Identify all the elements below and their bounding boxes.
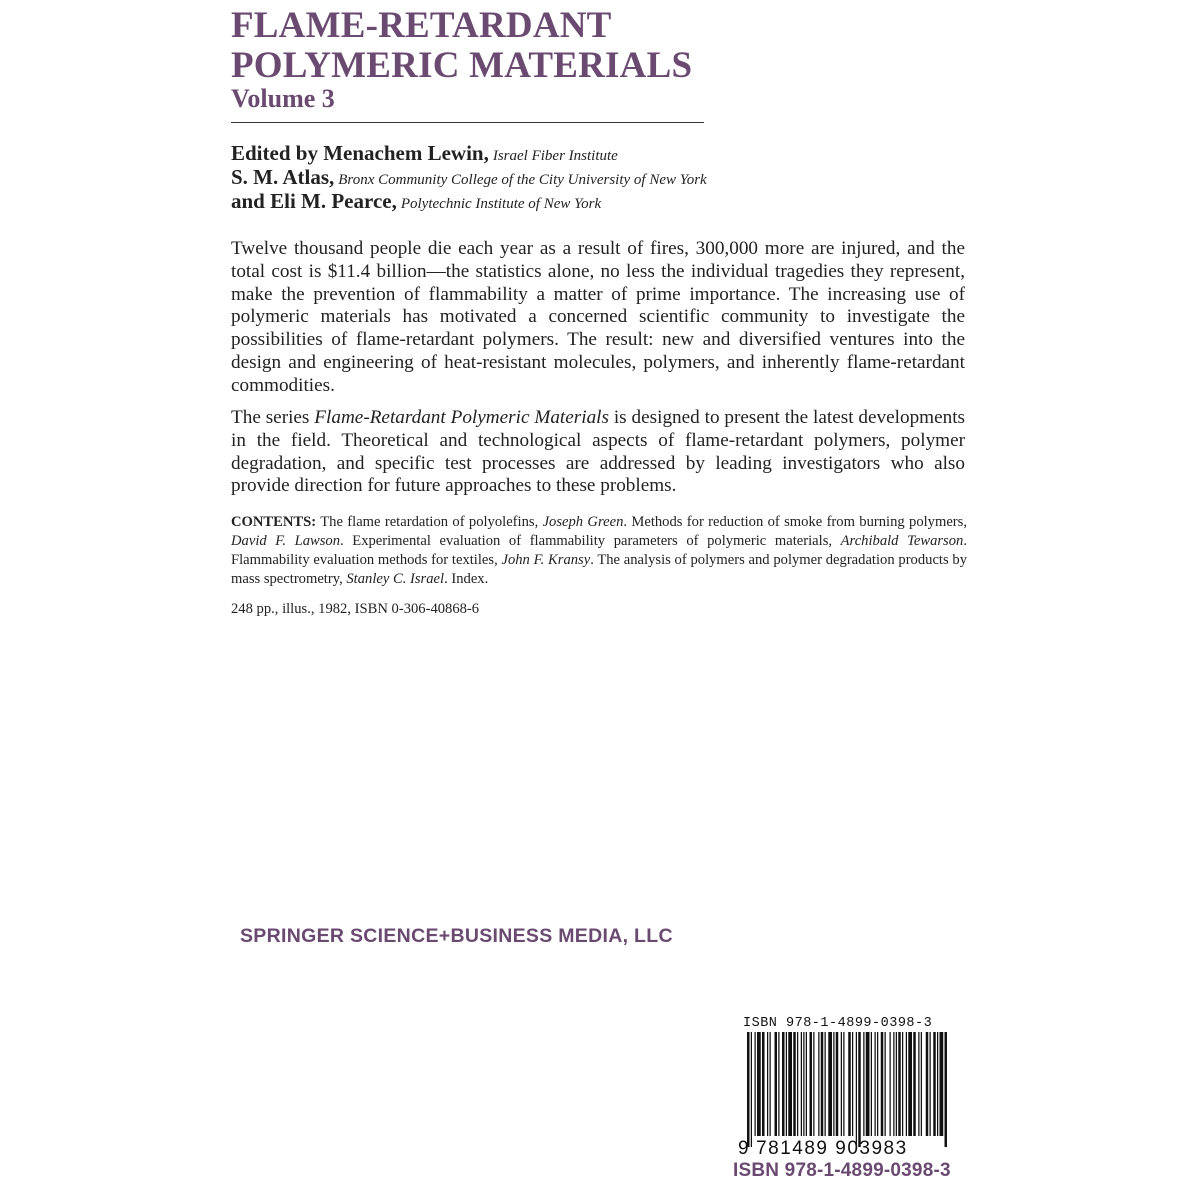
barcode-bar: [801, 1032, 802, 1136]
editor-line: [231, 141, 707, 165]
barcode-bar: [902, 1032, 903, 1136]
barcode-bar: [848, 1032, 851, 1136]
barcode-bar: [813, 1032, 814, 1136]
series-title: Flame-Retardant Polymeric Materials: [314, 407, 609, 428]
barcode-bar: [818, 1032, 819, 1136]
barcode-bar: [933, 1032, 936, 1136]
barcode-bar: [825, 1032, 826, 1136]
barcode-bar: [833, 1032, 834, 1136]
description-paragraph-1: Twelve thousand people die each year as a result of fires, 300,000 more are injured, and the total cost is $11.4 billion—the statistics alone, no less the individual tragedies they represent, make the prevention of flammability a matter of prime importance. The increasing use of polymeric materials has motivated a concerned scientific community to investigate the possibilities of flame-retardant polymers. The result: new and diversified ventures into the design and engineering of heat-​resistant molecules, polymers, and inherently flame-retardant commodities.: [231, 238, 965, 396]
barcode-bar: [875, 1032, 876, 1136]
publication-details: 248 pp., illus., 1982, ISBN 0-306-40868-6: [231, 601, 480, 617]
barcode-bar: [866, 1032, 870, 1136]
editor-name: and Eli M. Pearce,: [231, 189, 397, 213]
contents-entry-author: Archibald Tewarson: [840, 533, 964, 549]
barcode-bar: [782, 1032, 785, 1136]
barcode-bar: [757, 1032, 761, 1136]
barcode-bar: [898, 1032, 901, 1136]
barcode-bar: [908, 1032, 912, 1136]
barcode-bar: [841, 1032, 842, 1136]
editor-affiliation: Polytechnic Institute of New York: [400, 196, 602, 212]
barcode-bar: [921, 1032, 922, 1136]
barcode-bar: [767, 1032, 768, 1136]
description-paragraph-2: [231, 407, 965, 498]
editors-block: [231, 141, 707, 213]
contents-entry-author: Stanley C. Israel: [346, 571, 445, 587]
barcode-bar: [893, 1032, 894, 1136]
contents-entry-author: Joseph Green: [542, 514, 624, 530]
contents-entry-author: John F. Kransy: [501, 552, 591, 568]
barcode-bar: [885, 1032, 886, 1136]
publisher-name: SPRINGER SCIENCE+BUSINESS MEDIA, LLC: [240, 925, 673, 947]
barcode-bar: [913, 1032, 916, 1136]
contents-section: [231, 513, 967, 589]
paragraph-2-rest: is designed to present the latest developments in the field. Theoretical and technological aspects of flame-retardant polymers, polymer degradation, and specific test processes are addressed by leading investigators who also provide direction for future approaches to these problems.: [231, 407, 965, 497]
barcode-bar: [775, 1032, 778, 1136]
barcode-bar: [918, 1032, 919, 1136]
barcode-bar: [843, 1032, 844, 1136]
paragraph-2-intro: The series: [231, 407, 315, 428]
editor-name: S. M. Atlas,: [231, 165, 335, 189]
barcode-bar: [793, 1032, 796, 1136]
barcode-bar: [930, 1032, 931, 1136]
contents-entry-title: . Experimental evaluation of flammability parameters of polymeric materials,: [340, 533, 841, 549]
barcode-bar: [858, 1032, 861, 1147]
editor-line: [231, 165, 707, 189]
title-divider: [231, 122, 704, 123]
barcode-lead-digit: 9: [738, 1138, 751, 1159]
barcode-bar: [788, 1032, 792, 1136]
barcode-bar: [747, 1032, 750, 1147]
barcode-bar: [890, 1032, 891, 1136]
barcode-bar: [797, 1032, 798, 1136]
barcode-bar: [751, 1032, 752, 1147]
barcode-bar: [828, 1032, 832, 1136]
barcode-bar: [755, 1032, 756, 1136]
barcode-bar: [940, 1032, 944, 1136]
barcode-bar: [852, 1032, 853, 1136]
title-line-1: FLAME-RETARDANT: [231, 5, 612, 46]
barcode-number: 781489 903983: [756, 1138, 908, 1159]
contents-label: CONTENTS:: [231, 514, 317, 530]
barcode-bar: [906, 1032, 907, 1136]
barcode-bar: [937, 1032, 938, 1136]
contents-entry-title: . Methods for reduction of smoke from burning polymers,: [623, 514, 967, 530]
contents-entry-title: . Flammability evaluation methods for textiles,: [231, 533, 967, 568]
barcode-bar: [836, 1032, 839, 1136]
book-title: [231, 6, 692, 86]
contents-entry-author: David F. Lawson: [231, 533, 341, 549]
barcode-bar: [810, 1032, 813, 1136]
contents-entry-title: The flame retardation of polyolefins,: [316, 514, 543, 530]
isbn-footer: ISBN 978-1-4899-0398-3: [733, 1160, 951, 1181]
barcode-bar: [926, 1032, 929, 1136]
volume-label: Volume 3: [231, 84, 335, 113]
barcode-bar: [806, 1032, 807, 1136]
contents-tail: . Index.: [444, 571, 489, 587]
barcode-bar: [896, 1032, 897, 1136]
barcode-bar: [778, 1032, 779, 1136]
barcode-bar: [786, 1032, 787, 1136]
title-line-2: POLYMERIC MATERIALS: [231, 45, 693, 86]
barcode-bar: [856, 1032, 857, 1147]
isbn-barcode: [745, 1032, 948, 1147]
isbn-barcode-label: ISBN 978-1-4899-0398-3: [743, 1016, 933, 1031]
barcode-bar: [762, 1032, 765, 1136]
barcode-bar: [803, 1032, 804, 1136]
editor-name: Edited by Menachem Lewin,: [231, 141, 489, 165]
barcode-bar: [821, 1032, 824, 1136]
barcode-bar: [945, 1032, 948, 1147]
barcode-bar: [770, 1032, 771, 1136]
barcode-digits: [738, 1138, 968, 1160]
barcode-bar: [881, 1032, 884, 1136]
barcode-bar: [871, 1032, 872, 1136]
editor-affiliation: Bronx Community College of the City University of New York: [338, 172, 707, 188]
editor-line: [231, 189, 707, 213]
barcode-bar: [877, 1032, 878, 1136]
barcode-bar: [863, 1032, 864, 1136]
contents-entry-title: . The analysis of polymers and polymer degradation products by mass spectrometry,: [231, 552, 967, 587]
editor-affiliation: Israel Fiber Institute: [492, 148, 618, 164]
